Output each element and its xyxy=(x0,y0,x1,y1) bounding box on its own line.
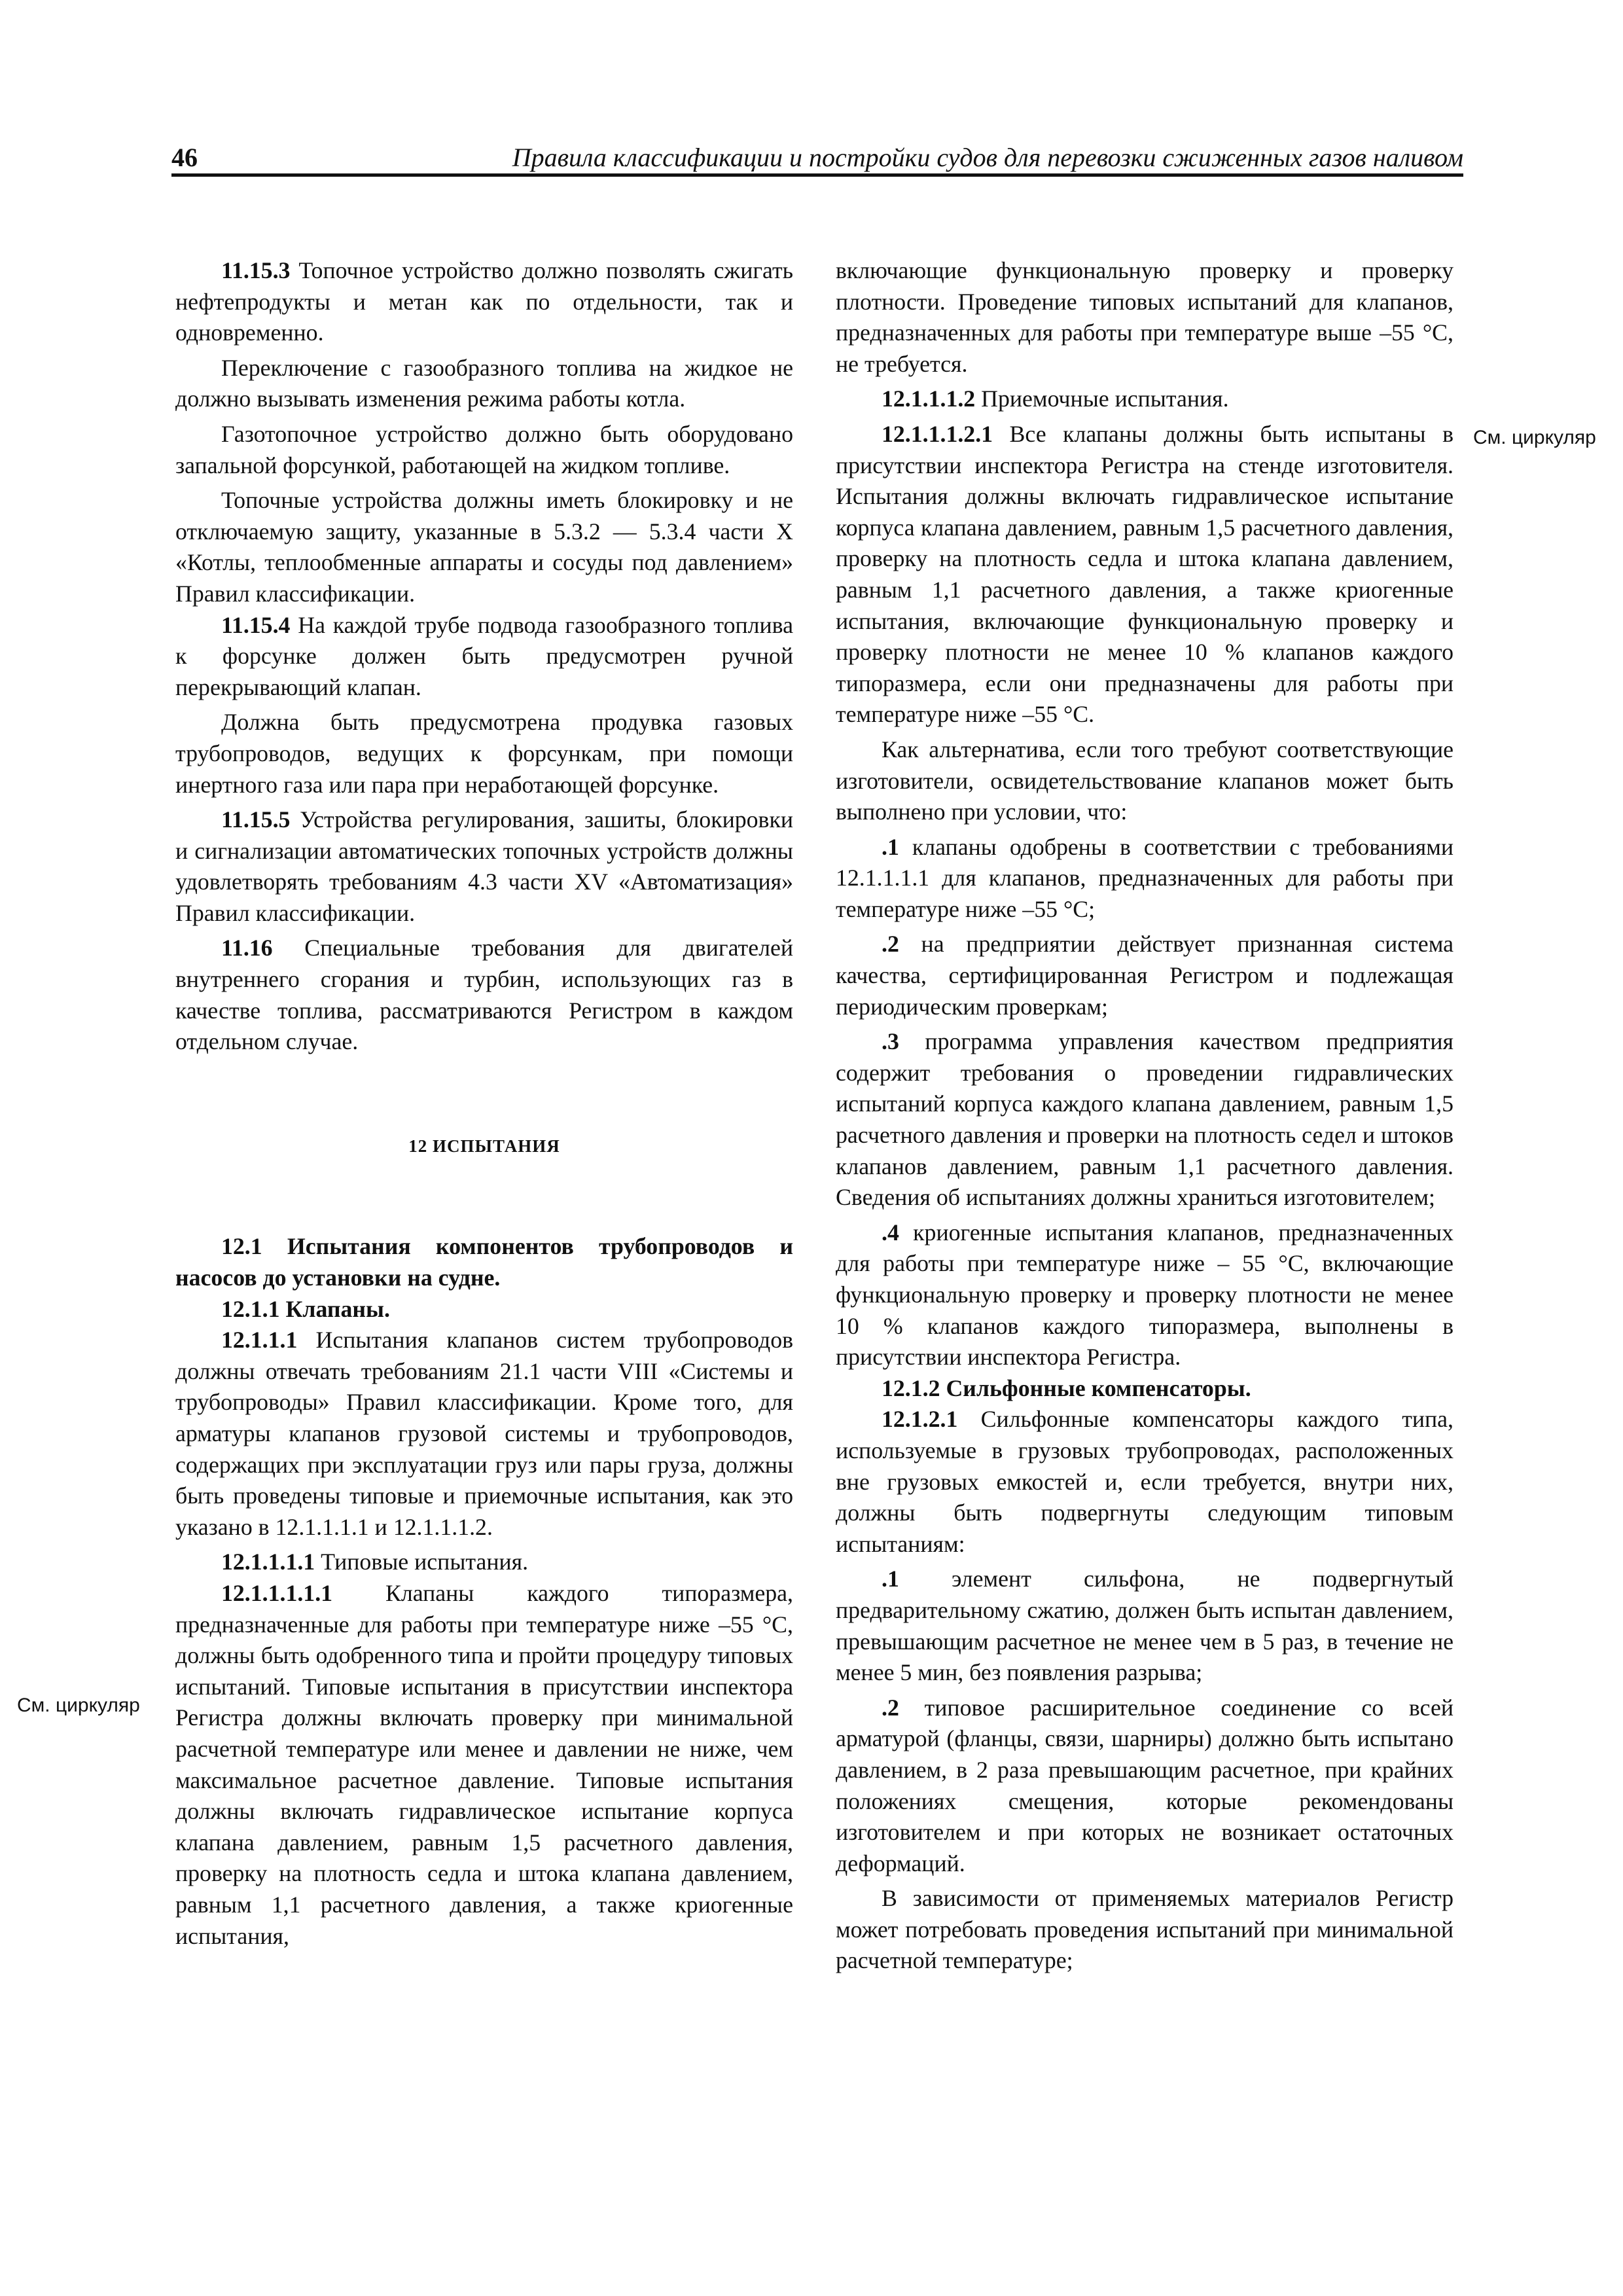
circular-note-left: См. циркуляр xyxy=(17,1695,140,1716)
clause-number: 12.1.1.1.2.1 xyxy=(882,420,993,447)
page-header xyxy=(171,143,1463,177)
clause-number: 11.15.3 xyxy=(221,257,291,283)
clause-text: Все клапаны должны быть испытаны в присутствии инспектора Регистра на стенде изготовителя. Испытания должны включать гидравлическое испытание корпуса клапана давлением, равным 1,5 расчетного давления, проверку на плотность седла и штока клапана давлением, равным 1,1 расчетного давления, а также криогенные испытания, включающие функциональную проверку и проверку плотности не менее 10 % клапанов каждого типоразмера, если они предназначены для работы при температуре ниже –55 °С. xyxy=(836,420,1454,728)
paragraph-12-1-1-1 xyxy=(175,1325,793,1543)
item-text: программа управления качеством предприятия содержит требования о проведении гидравлических испытаний корпуса каждого клапана давлением, равным 1,5 расчетного давления и проверки на плотность седел и штоков клапанов давлением, равным 1,1 расчетного давления. Сведения об испытаниях должны храниться изготовителем; xyxy=(836,1028,1454,1211)
clause-text: Специальные требования для двигателей внутреннего сгорания и турбин, использующих газ в качестве топлива, рассматриваются Регистром в каждом отдельном случае. xyxy=(175,935,793,1055)
paragraph-11-15-3 xyxy=(175,255,793,349)
item-text: типовое расширительное соединение со всей арматурой (фланцы, связи, шарниры) должно быть испытано давлением, в 2 раза превышающим расчетное, при крайних положениях смещения, которые рекомендованы изготовителем и при которых не возникает остаточных деформаций. xyxy=(836,1694,1454,1876)
heading-12-1-2: 12.1.2 Сильфонные компенсаторы. xyxy=(882,1374,1251,1401)
paragraph-12-1-2-1 xyxy=(836,1404,1454,1560)
paragraph-11-15-5 xyxy=(175,804,793,929)
item-number: .4 xyxy=(882,1219,899,1246)
list-item-1 xyxy=(836,832,1454,925)
paragraph-12-1-1-1-2 xyxy=(836,384,1454,415)
clause-number: 12.1.1.1.1.1 xyxy=(221,1579,333,1606)
list-item-1 xyxy=(836,1564,1454,1688)
paragraph: Должна быть предусмотрена продувка газовых трубопроводов, ведущих к форсункам, при помощи инертного газа или пара при неработающей форсунке. xyxy=(175,709,793,798)
list-item-4 xyxy=(836,1217,1454,1373)
clause-number: 11.15.4 xyxy=(221,611,291,638)
running-title: Правила классификации и постройки судов для перевозки сжиженных газов наливом xyxy=(512,143,1463,172)
clause-text: На каждой трубе подвода газообразного топлива к форсунке должен быть предусмотрен ручной перекрывающий клапан. xyxy=(175,611,793,700)
clause-number: 12.1.1.1.1 xyxy=(221,1549,315,1575)
paragraph-12-1-1-1-1 xyxy=(175,1547,793,1578)
clause-number: 11.15.5 xyxy=(221,806,291,833)
right-column xyxy=(836,255,1454,1977)
circular-note-right: См. циркуляр xyxy=(1473,427,1596,448)
clause-text: Типовые испытания. xyxy=(315,1549,529,1575)
clause-number: 12.1.1.1 xyxy=(221,1327,298,1354)
paragraph: В зависимости от применяемых материалов Регистр может потребовать проведения испытаний при минимальной расчетной температуре; xyxy=(836,1885,1454,1974)
item-number: .1 xyxy=(882,833,899,860)
header-rule xyxy=(171,173,1463,177)
item-number: .3 xyxy=(882,1028,899,1055)
paragraph: Газотопочное устройство должно быть оборудовано запальной форсункой, работающей на жидком топливе. xyxy=(175,420,793,478)
list-item-2 xyxy=(836,1693,1454,1880)
page-number: 46 xyxy=(171,143,198,172)
heading-12-1: 12.1 Испытания компонентов трубопроводов и насосов до установки на судне. xyxy=(175,1233,793,1291)
clause-number: 12.1.2.1 xyxy=(882,1406,958,1433)
item-text: элемент сильфона, не подвергнутый предварительному сжатию, должен быть испытан давлением, превышающим расчетное не менее чем в 5 раз, в течение не менее 5 мин, без появления разрыва; xyxy=(836,1566,1454,1686)
item-text: клапаны одобрены в соответствии с требованиями 12.1.1.1.1 для клапанов, предназначенных для работы при температуре ниже –55 °С; xyxy=(836,833,1454,922)
list-item-3 xyxy=(836,1026,1454,1213)
left-column xyxy=(175,255,793,1952)
item-number: .1 xyxy=(882,1566,899,1592)
paragraph: Переключение с газообразного топлива на жидкое не должно вызывать изменения режима работы котла. xyxy=(175,354,793,412)
list-item-2 xyxy=(836,929,1454,1022)
paragraph: Топочные устройства должны иметь блокировку и не отключаемую защиту, указанные в 5.3.2 — 5.3.4 части X «Котлы, теплообменные аппараты и сосуды под давлением» Правил классификации. xyxy=(175,487,793,607)
clause-text: Топочное устройство должно позволять сжигать нефтепродукты и метан как по отдельности, так и одновременно. xyxy=(175,257,793,346)
clause-number: 12.1.1.1.2 xyxy=(882,386,976,412)
paragraph-continued: включающие функциональную проверку и проверку плотности. Проведение типовых испытаний для клапанов, предназначенных для работы при температуре выше –55 °С, не требуется. xyxy=(836,257,1454,377)
paragraph-11-16 xyxy=(175,933,793,1057)
paragraph-11-15-4 xyxy=(175,610,793,704)
clause-text: Испытания клапанов систем трубопроводов должны отвечать требованиям 21.1 части VIII «Системы и трубопроводы» Правил классификации. Кроме того, для арматуры клапанов грузовой системы и трубопроводов, содержащих при эксплуатации груз или пары груза, должны быть проведены типовые и приемочные испытания, как это указано в 12.1.1.1.1 и 12.1.1.1.2. xyxy=(175,1327,793,1540)
section-title: 12 ИСПЫТАНИЯ xyxy=(408,1136,560,1156)
clause-number: 11.16 xyxy=(221,935,273,961)
clause-text: Устройства регулирования, зашиты, блокировки и сигнализации автоматических топочных устройств должны удовлетворять требованиям 4.3 части XV «Автоматизация» Правил классификации. xyxy=(175,806,793,926)
paragraph: Как альтернатива, если того требуют соответствующие изготовители, освидетельствование клапанов может быть выполнено при условии, что: xyxy=(836,736,1454,825)
heading-12-1-1: 12.1.1 Клапаны. xyxy=(221,1295,390,1322)
item-text: криогенные испытания клапанов, предназначенных для работы при температуре ниже – 55 °С, включающие функциональную проверку и проверку плотности не менее 10 % клапанов каждого типоразмера, выполнены в присутствии инспектора Регистра. xyxy=(836,1219,1454,1371)
paragraph-12-1-1-1-1-1 xyxy=(175,1578,793,1952)
item-number: .2 xyxy=(882,931,899,958)
clause-text: Сильфонные компенсаторы каждого типа, используемые в грузовых трубопроводах, расположенных вне грузовых емкостей и, если требуется, внутри них, должны быть подвергнуты следующим типовым испытаниям: xyxy=(836,1406,1454,1557)
item-number: .2 xyxy=(882,1694,899,1721)
paragraph-12-1-1-1-2-1 xyxy=(836,419,1454,730)
clause-text: Приемочные испытания. xyxy=(975,386,1229,412)
clause-text: Клапаны каждого типоразмера, предназначенные для работы при температуре ниже –55 °С, должны быть одобренного типа и пройти процедуру типовых испытаний. Типовые испытания в присутствии инспектора Регистра должны включать проверку при минимальной расчетной температуре или менее и давлении не ниже, чем максимальное расчетное давление. Типовые испытания должны включать гидравлическое испытание корпуса клапана давлением, равным 1,5 расчетного давления, проверку на плотность седла и штока клапана давлением, равным 1,1 расчетного давления, а также криогенные испытания, xyxy=(175,1579,793,1949)
item-text: на предприятии действует признанная система качества, сертифицированная Регистром и подлежащая периодическим проверкам; xyxy=(836,931,1454,1020)
